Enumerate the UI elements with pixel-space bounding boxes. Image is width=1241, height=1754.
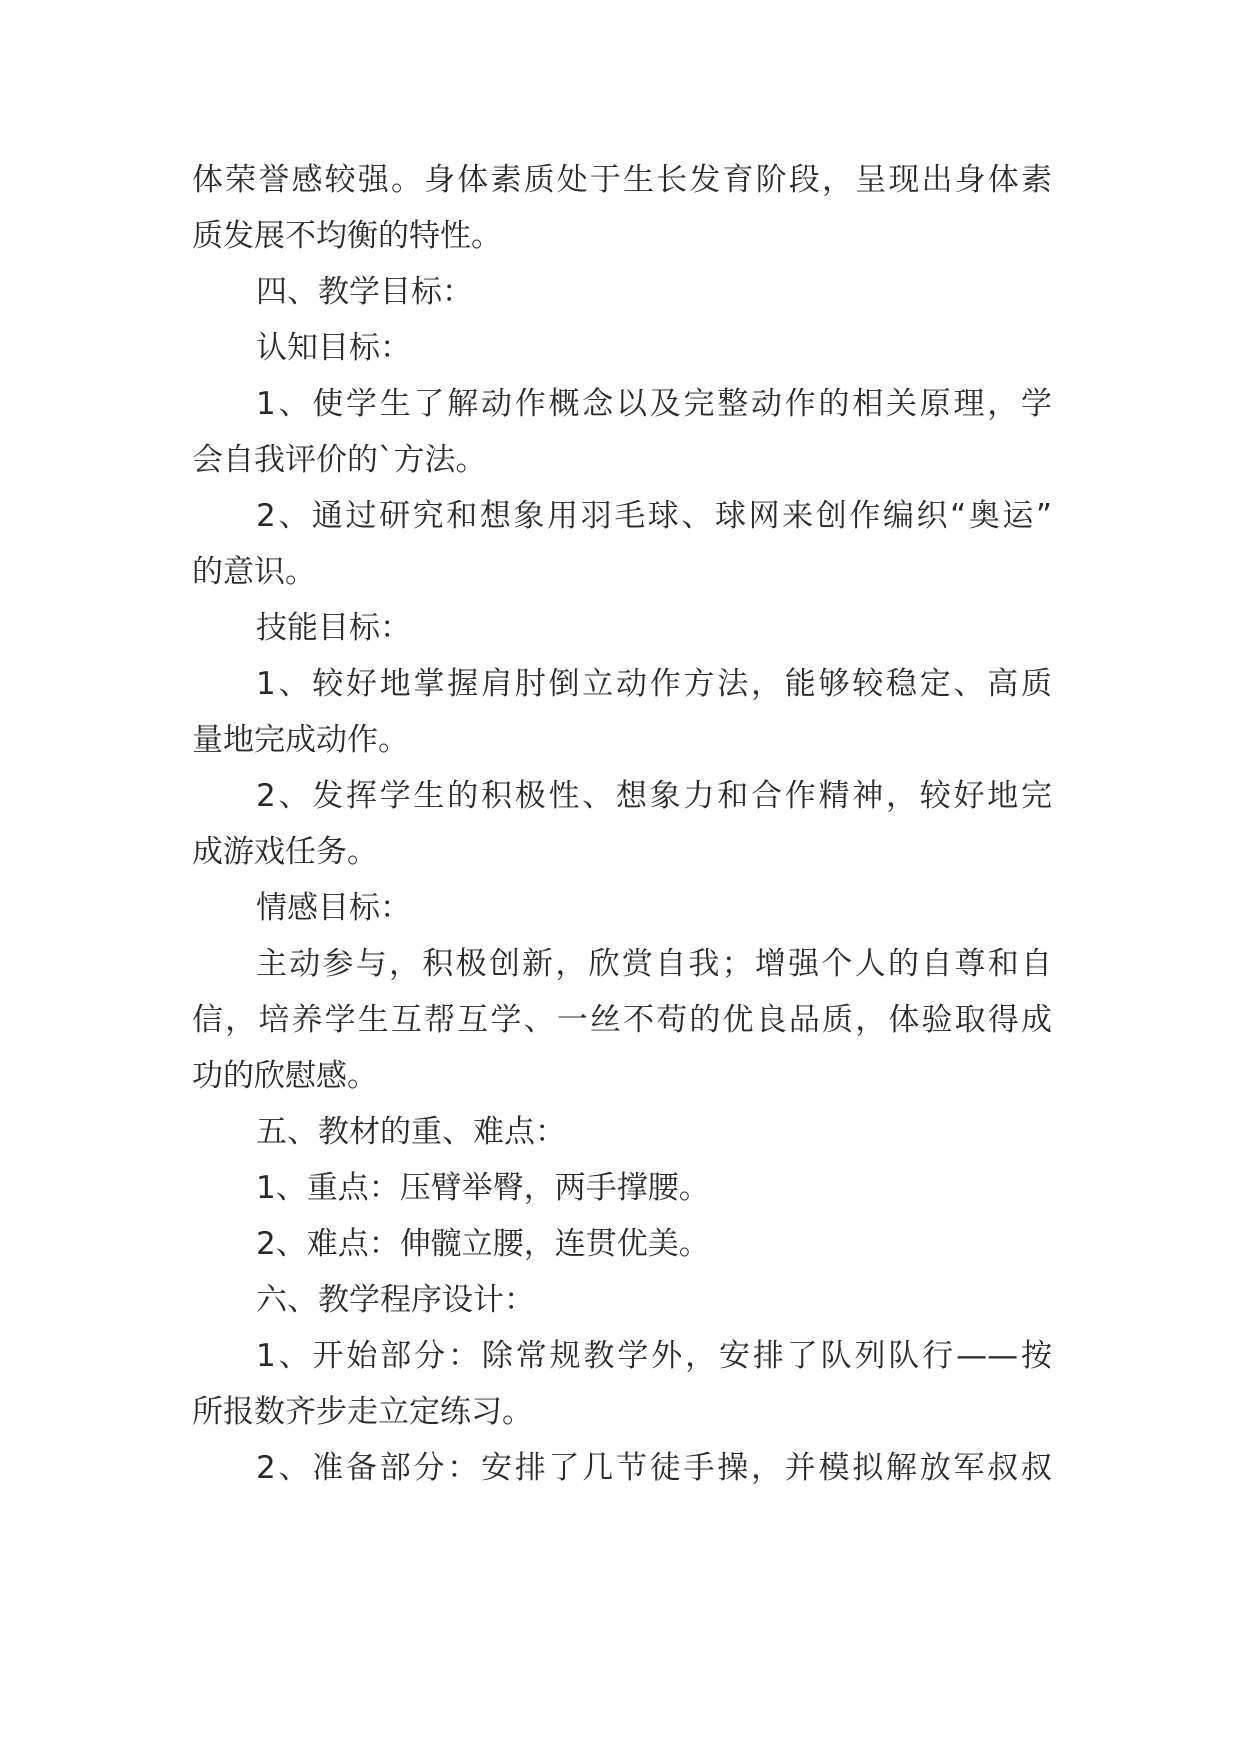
text-line: 主动参与，积极创新，欣赏自我；增强个人的自尊和自	[256, 946, 1052, 982]
text-line: 会自我评价的`方法。	[192, 442, 487, 478]
section-heading: 六、教学程序设计：	[256, 1282, 535, 1318]
text-line: 2、准备部分：安排了几节徒手操，并模拟解放军叔叔	[256, 1450, 1052, 1486]
text-line: 功的欣慰感。	[192, 1058, 378, 1094]
text-line: 信，培养学生互帮互学、一丝不苟的优良品质，体验取得成	[192, 1002, 1052, 1038]
text-line: 1、重点：压臂举臀，两手撑腰。	[256, 1170, 710, 1206]
text-line: 1、使学生了解动作概念以及完整动作的相关原理，学	[256, 386, 1052, 422]
text-line: 所报数齐步走立定练习。	[192, 1394, 533, 1430]
text-line: 质发展不均衡的特性。	[192, 218, 502, 254]
text-line: 的意识。	[192, 554, 316, 590]
subsection-heading: 认知目标：	[256, 330, 411, 366]
subsection-heading: 情感目标：	[256, 890, 411, 926]
section-heading: 四、教学目标：	[256, 274, 473, 310]
subsection-heading: 技能目标：	[256, 610, 411, 646]
section-heading: 五、教材的重、难点：	[256, 1114, 566, 1150]
text-line: 2、难点：伸髋立腰，连贯优美。	[256, 1226, 710, 1262]
text-line: 体荣誉感较强。身体素质处于生长发育阶段，呈现出身体素	[192, 162, 1052, 198]
text-line: 1、开始部分：除常规教学外，安排了队列队行——按	[256, 1338, 1052, 1374]
text-line: 2、发挥学生的积极性、想象力和合作精神，较好地完	[256, 778, 1052, 814]
text-line: 量地完成动作。	[192, 722, 409, 758]
text-line: 成游戏任务。	[192, 834, 378, 870]
text-line: 1、较好地掌握肩肘倒立动作方法，能够较稳定、高质	[256, 666, 1052, 702]
text-line: 2、通过研究和想象用羽毛球、球网来创作编织“奥运”	[256, 498, 1052, 534]
